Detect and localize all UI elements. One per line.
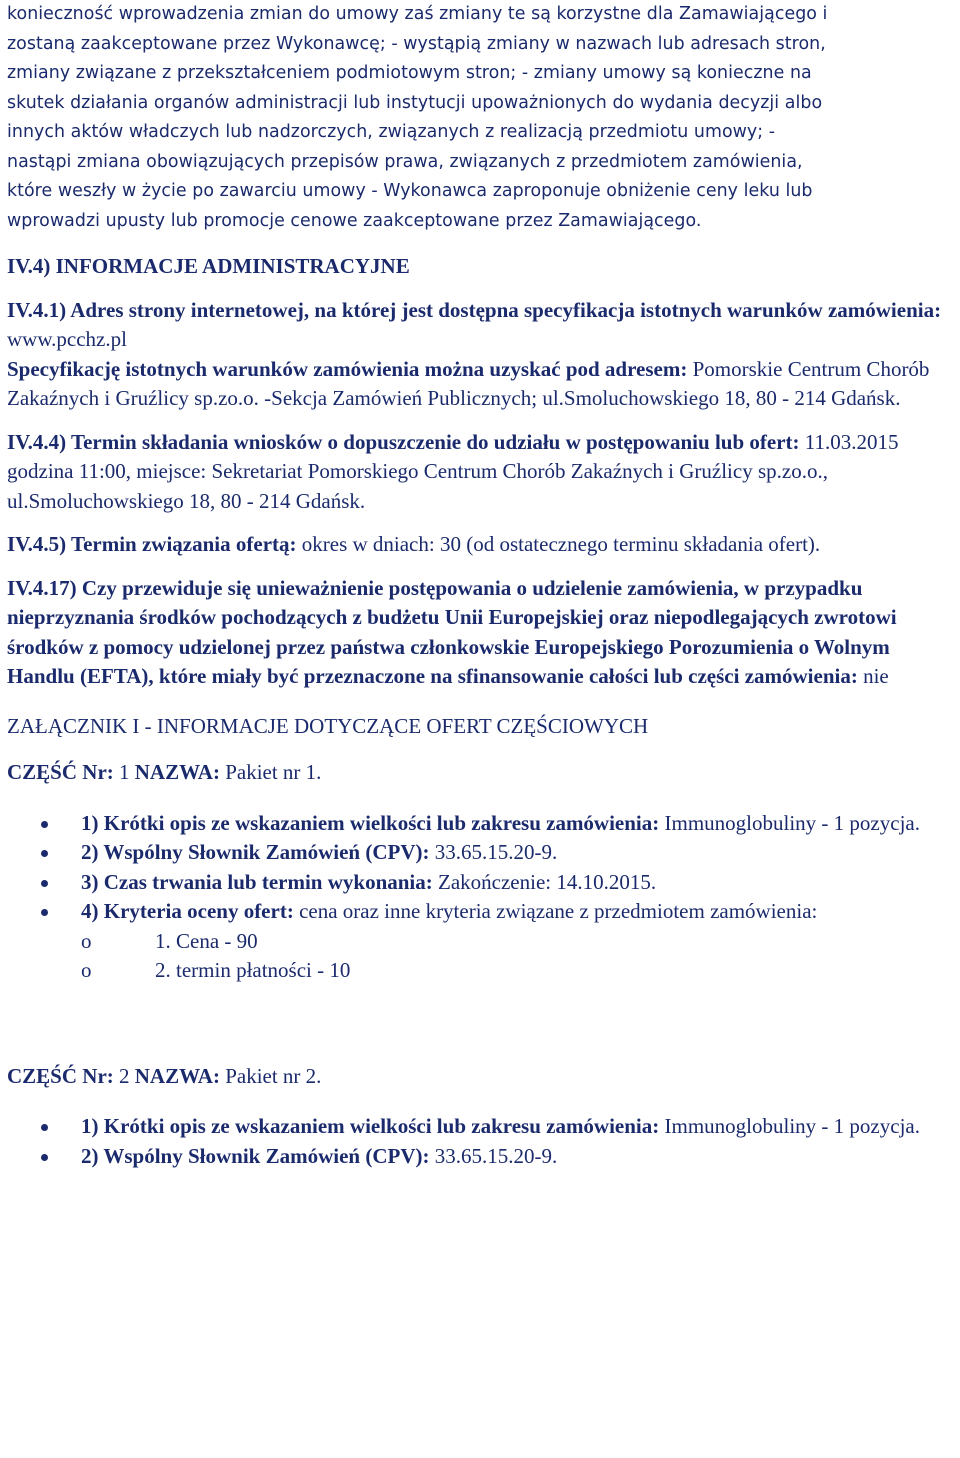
name-label: NAZWA: bbox=[134, 760, 220, 784]
part-name: Pakiet nr 2. bbox=[225, 1063, 322, 1088]
criteria-text: 1. Cena - 90 bbox=[155, 928, 258, 953]
list-item bbox=[7, 1142, 953, 1172]
part-1-details bbox=[7, 809, 953, 986]
website-address-block bbox=[7, 296, 953, 355]
document-page bbox=[7, 0, 953, 1171]
item-label: 2) Wspólny Słownik Zamówień (CPV): bbox=[81, 840, 430, 864]
criteria-marker: o bbox=[81, 928, 92, 953]
annex-title: ZAŁĄCZNIK I - INFORMACJE DOTYCZĄCE OFERT CZĘŚCIOWYCH bbox=[7, 713, 649, 738]
item-value: 33.65.15.20-9. bbox=[434, 840, 558, 864]
list-item bbox=[7, 868, 953, 898]
item-value: Immunoglobuliny - 1 pozycja. bbox=[664, 810, 920, 835]
criteria-text: 2. termin płatności - 10 bbox=[155, 958, 351, 982]
website-value: www.pcchz.pl bbox=[7, 327, 127, 351]
binding-period-block bbox=[7, 530, 953, 560]
intro-line: innych aktów władczych lub nadzorczych, związanych z realizacją przedmiotu umowy; - bbox=[7, 122, 776, 142]
item-label: 1) Krótki opis ze wskazaniem wielkości lub zakresu zamówienia: bbox=[81, 1114, 660, 1138]
annulment-label: IV.4.17) Czy przewiduje się unieważnienie postępowania o udzielenie zamówienia, w przypadku nieprzyznania środków pochodzących z budżetu Unii Europejskiej oraz niepodlegających zwrotowi środków z pomocy udzielonej przez państwa członkowskie Europejskiego Porozumienia o Wolnym Handlu (EFTA), które miały być przeznaczone na sfinansowanie całości lub części zamówienia: bbox=[7, 575, 897, 688]
list-item bbox=[7, 838, 953, 868]
list-item bbox=[7, 1112, 953, 1142]
intro-line: skutek działania organów administracji lub instytucji upoważnionych do wydania decyzji albo bbox=[7, 92, 823, 113]
annulment-block bbox=[7, 574, 953, 692]
name-label: NAZWA: bbox=[134, 1063, 220, 1088]
criteria-list bbox=[81, 927, 953, 986]
spec-value: Pomorskie Centrum Chorób Zakaźnych i Gruźlicy sp.zo.o. -Sekcja Zamówień Publicznych; ul.Smoluchowskiego 18, 80 - 214 Gdańsk. bbox=[7, 356, 930, 410]
intro-line: zmiany związane z przekształceniem podmiotowym stron; - zmiany umowy są konieczne na bbox=[7, 63, 812, 83]
intro-line: które weszły w życie po zawarciu umowy - Wykonawca zaproponuje obniżenie ceny leku lub bbox=[7, 181, 813, 201]
part-2-header bbox=[7, 1062, 953, 1092]
website-label: IV.4.1) Adres strony internetowej, na której jest dostępna specyfikacja istotnych warunków zamówienia: bbox=[7, 297, 942, 322]
item-value: 33.65.15.20-9. bbox=[434, 1143, 558, 1168]
intro-line: nastąpi zmiana obowiązujących przepisów prawa, związanych z przedmiotem zamówienia, bbox=[7, 151, 803, 172]
spec-label: Specyfikację istotnych warunków zamówienia można uzyskać pod adresem: bbox=[7, 356, 688, 381]
part-number: 1 bbox=[119, 760, 130, 784]
part-label: CZĘŚĆ Nr: bbox=[7, 1063, 114, 1088]
part-1-header bbox=[7, 758, 953, 788]
item-value: Immunoglobuliny - 1 pozycja. bbox=[664, 1114, 920, 1138]
item-label: 2) Wspólny Słownik Zamówień (CPV): bbox=[81, 1143, 430, 1168]
annulment-value: nie bbox=[863, 664, 889, 688]
item-label: 1) Krótki opis ze wskazaniem wielkości lub zakresu zamówienia: bbox=[81, 810, 660, 835]
intro-line: zostaną zaakceptowane przez Wykonawcę; - wystąpią zmiany w nazwach lub adresach stron, bbox=[7, 33, 826, 54]
part-label: CZĘŚĆ Nr: bbox=[7, 760, 114, 784]
criteria-item bbox=[81, 956, 953, 986]
list-item bbox=[7, 809, 953, 839]
criteria-marker: o bbox=[81, 958, 92, 982]
intro-line: konieczność wprowadzenia zmian do umowy zaś zmiany te są korzystne dla Zamawiającego i bbox=[7, 4, 828, 24]
item-label: 4) Kryteria oceny ofert: bbox=[81, 899, 294, 923]
deadline-label: IV.4.4) Termin składania wniosków o dopuszczenie do udziału w postępowaniu lub ofert: bbox=[7, 429, 800, 454]
deadline-value: 11.03.2015 godzina 11:00, miejsce: Sekretariat Pomorskiego Centrum Chorób Zakaźnych i Gruźlicy sp.zo.o., ul.Smoluchowskiego 18, 80 - 214 Gdańsk. bbox=[7, 429, 899, 513]
intro-paragraph bbox=[7, 0, 953, 236]
list-item bbox=[7, 897, 953, 986]
binding-period-label: IV.4.5) Termin związania ofertą: bbox=[7, 532, 297, 556]
part-number: 2 bbox=[119, 1063, 130, 1088]
deadline-block bbox=[7, 428, 953, 517]
criteria-item bbox=[81, 927, 953, 957]
item-value: cena oraz inne kryteria związane z przedmiotem zamówienia: bbox=[299, 899, 818, 923]
item-value: Zakończenie: 14.10.2015. bbox=[438, 869, 657, 894]
part-name: Pakiet nr 1. bbox=[225, 760, 322, 784]
intro-line: wprowadzi upusty lub promocje cenowe zaakceptowane przez Zamawiającego. bbox=[7, 210, 702, 231]
binding-period-value: okres w dniach: 30 (od ostatecznego terminu składania ofert). bbox=[301, 532, 821, 556]
part-2-details bbox=[7, 1112, 953, 1171]
item-label: 3) Czas trwania lub termin wykonania: bbox=[81, 869, 433, 894]
section-heading: IV.4) INFORMACJE ADMINISTRACYJNE bbox=[7, 254, 410, 278]
spec-address-block bbox=[7, 355, 953, 414]
